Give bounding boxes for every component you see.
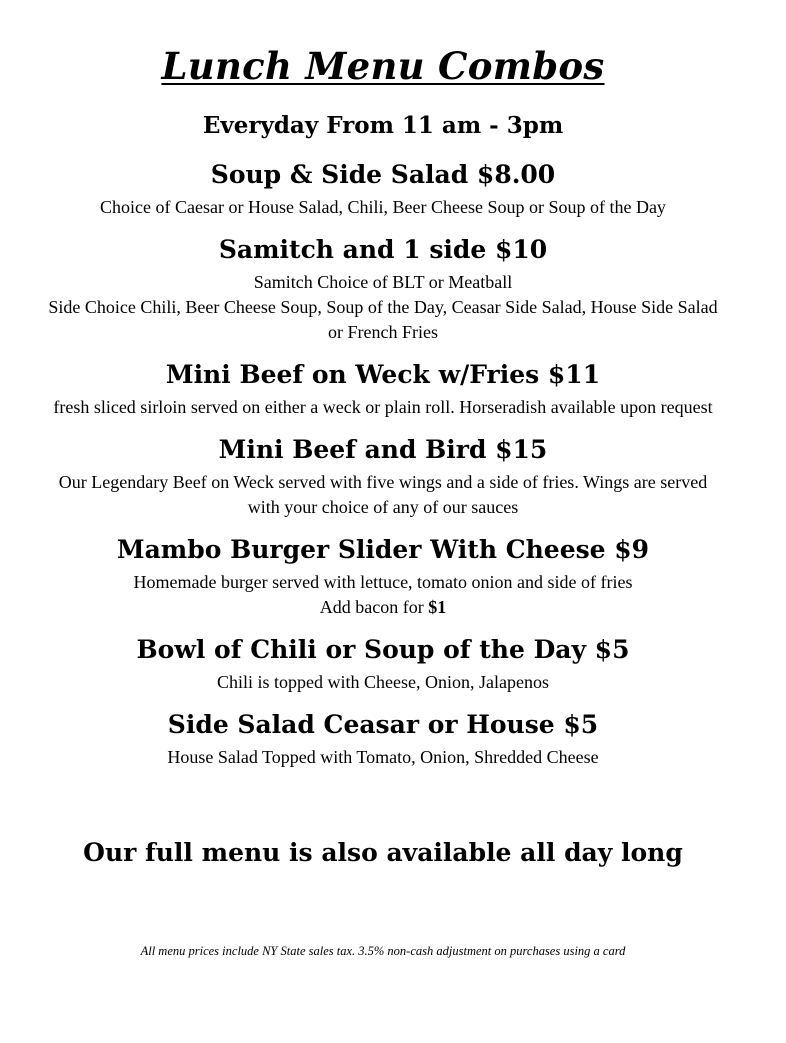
menu-item-description: fresh sliced sirloin served on either a weck or plain roll. Horseradish available upon request — [53, 397, 713, 417]
addon-text: Add bacon for — [319, 597, 429, 617]
menu-item-description: Side Choice Chili, Beer Cheese Soup, Soup of the Day, Ceasar Side Salad, House Side Salad — [48, 297, 718, 317]
menu-item-side-salad — [30, 708, 736, 770]
menu-item-description: with your choice of any of our sauces — [247, 497, 519, 517]
menu-item-heading: Samitch and 1 side $10 — [218, 235, 548, 264]
menu-item-heading: Soup & Side Salad $8.00 — [210, 160, 556, 189]
menu-item-mini-beef-and-bird — [30, 433, 736, 520]
menu-item-heading: Side Salad Ceasar or House $5 — [167, 710, 599, 739]
menu-item-description: Our Legendary Beef on Weck served with five wings and a side of fries. Wings are served — [58, 472, 708, 492]
addon-price: $1 — [428, 597, 447, 617]
menu-title: Lunch Menu Combos — [161, 44, 605, 88]
menu-item-description: Samitch Choice of BLT or Meatball — [253, 272, 513, 292]
menu-item-description: or French Fries — [328, 322, 438, 342]
menu-item-heading: Mini Beef on Weck w/Fries $11 — [165, 360, 601, 389]
menu-item-mini-beef-on-weck — [30, 358, 736, 420]
menu-item-description: Choice of Caesar or House Salad, Chili, Beer Cheese Soup or Soup of the Day — [100, 197, 666, 217]
tax-fine-print: All menu prices include NY State sales tax. 3.5% non-cash adjustment on purchases using a card — [140, 944, 626, 958]
menu-item-description: Homemade burger served with lettuce, tomato onion and side of fries — [133, 572, 633, 592]
menu-item-heading: Mambo Burger Slider With Cheese $9 — [116, 535, 650, 564]
menu-item-samitch — [30, 233, 736, 345]
menu-item-heading: Mini Beef and Bird $15 — [218, 435, 548, 464]
menu-hours: Everyday From 11 am - 3pm — [202, 112, 564, 139]
full-menu-note: Our full menu is also available all day long — [83, 838, 683, 867]
menu-item-mambo-burger-slider — [30, 533, 736, 620]
menu-item-heading: Bowl of Chili or Soup of the Day $5 — [136, 635, 630, 664]
menu-item-bowl-of-chili — [30, 633, 736, 695]
menu-item-soup-side-salad — [30, 158, 736, 220]
menu-item-description: House Salad Topped with Tomato, Onion, Shredded Cheese — [167, 747, 599, 767]
menu-item-addon — [30, 595, 736, 620]
menu-item-description: Chili is topped with Cheese, Onion, Jalapenos — [217, 672, 549, 692]
menu-items — [30, 158, 736, 783]
